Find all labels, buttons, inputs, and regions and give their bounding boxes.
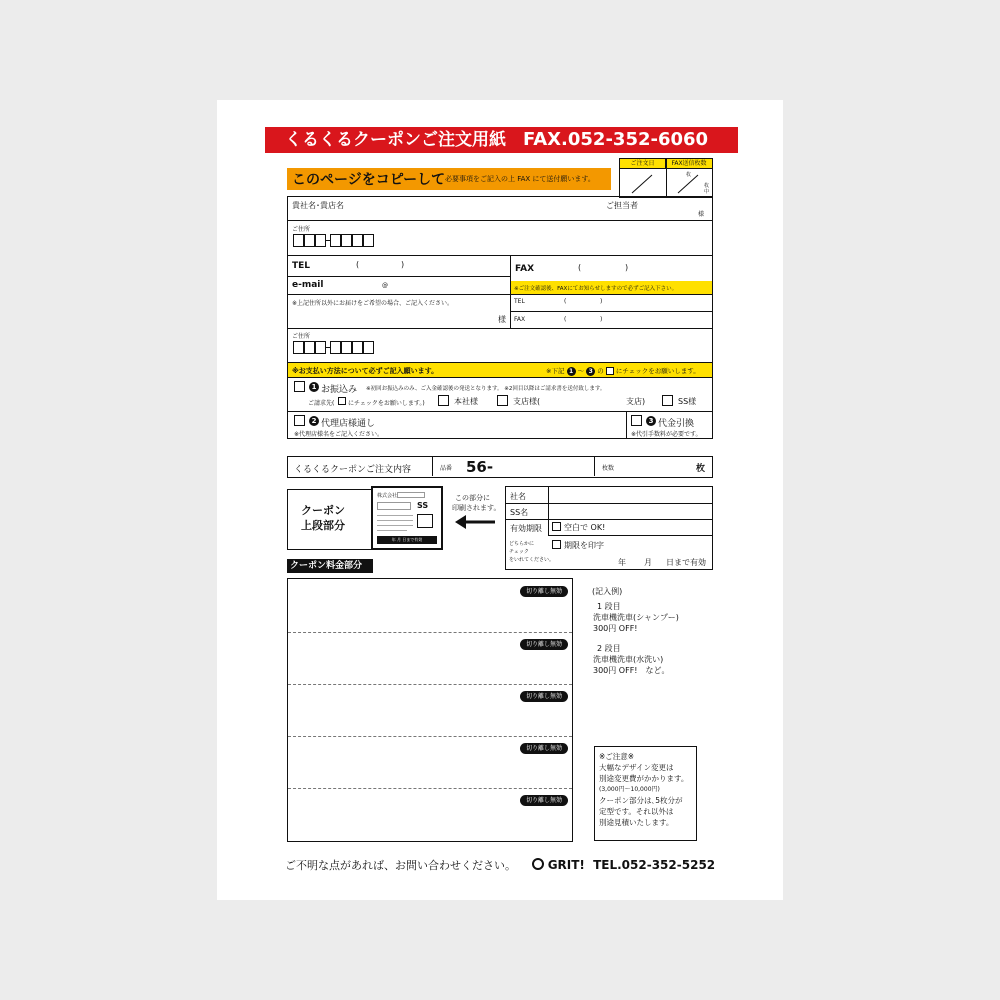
delivery-note: ※上記住所以外にお届けをご希望の場合、ご記入ください。	[292, 300, 454, 307]
shiten-checkbox[interactable]	[497, 395, 508, 406]
printed-note-2: 印刷されます。	[452, 504, 501, 512]
print-expiry-checkbox[interactable]	[552, 540, 561, 549]
no-cut-badge: 切り離し無効	[520, 691, 568, 702]
notice-line: 大幅なデザイン変更は	[599, 763, 674, 772]
fax-paren-right: )	[625, 263, 629, 272]
order-bar	[287, 456, 713, 478]
notice-line: 定型です。それ以外は	[599, 807, 674, 816]
ss-checkbox[interactable]	[662, 395, 673, 406]
fax2-paren-left: (	[564, 316, 567, 323]
payment-note: ※お支払い方法について必ずご記入願います。	[292, 367, 439, 375]
notice-title: ※ご注意※	[599, 752, 635, 761]
month-label: 月	[644, 558, 652, 567]
fax-pages-label: FAX送信枚数	[666, 159, 712, 169]
pay-transfer-note: ※初回お振込みのみ、ご入金確認後の発送となります。 ※2回目以降はご請求書を送付致します。	[366, 386, 606, 392]
item-no-label: 品番	[440, 465, 453, 472]
footer	[285, 857, 715, 873]
email-at: @	[382, 282, 388, 289]
date-box	[619, 158, 713, 198]
count-label: 枚数	[602, 465, 615, 472]
no-cut-badge: 切り離し無効	[520, 586, 568, 597]
pay3-number: 3	[646, 416, 656, 426]
notice-box	[594, 746, 697, 841]
check-instruction: ※下記 1 〜 3 の にチェックをお願いします。	[546, 367, 700, 375]
no-cut-badge: 切り離し無効	[520, 639, 568, 650]
choose-line-2: チェック	[509, 549, 529, 555]
example-row2: 2 段目	[597, 644, 621, 653]
honsha-label: 本社様	[454, 397, 478, 406]
grit-logo-icon	[532, 858, 544, 870]
bill-to-checkbox-hint	[338, 397, 346, 405]
ss-card	[505, 486, 713, 570]
confirm-note: ※ご注文確認後、FAXにてお知らせしますので必ずご記入下さい。	[514, 286, 678, 292]
coupon-top-label-2: 上段部分	[301, 519, 345, 532]
expiry-label: 有効期限	[510, 524, 542, 533]
fax2-paren-right: )	[600, 316, 603, 323]
tel-paren-left: (	[356, 260, 360, 269]
email-label: e-mail	[292, 280, 324, 290]
item-no-value[interactable]: 56-	[466, 458, 494, 476]
grit-logo	[532, 858, 590, 872]
example-row1-a: 洗車機洗車(シャンプー)	[593, 613, 679, 622]
notice-line: クーポン部分は､5枚分が	[599, 796, 683, 805]
pay1-number: 1	[309, 382, 319, 392]
notice-line: 別途変更費がかかります。	[599, 774, 689, 783]
footer-text: ご不明な点があれば、お問い合わせください。	[285, 859, 516, 872]
pay-agent-checkbox[interactable]	[294, 415, 305, 426]
example-row2-b: 300円 OFF! など。	[593, 666, 670, 675]
customer-form	[287, 196, 713, 439]
sama-label: 様	[698, 211, 705, 218]
order-label: くるくるクーポンご注文内容	[294, 465, 412, 475]
tel-label: TEL	[292, 261, 311, 271]
arrow-left-icon	[455, 514, 497, 530]
ss-name-label: SS名	[510, 508, 529, 517]
fax2-label: FAX	[514, 316, 526, 323]
copy-banner-sub: 必要事項をご記入の上 FAX にて送付願います。	[445, 175, 595, 183]
bill-to-label: ご請求先(	[308, 400, 335, 407]
thumb-company: 株式会社	[377, 493, 398, 499]
coupon-price-label: クーポン料金部分	[287, 559, 373, 573]
no-cut-badge: 切り離し無効	[520, 743, 568, 754]
ss-label: SS様	[678, 397, 697, 406]
printed-note-1: この部分に	[455, 494, 490, 502]
example-title: (記入例)	[592, 587, 623, 596]
address-label: ご住所	[292, 226, 311, 233]
fax-label: FAX	[515, 264, 535, 274]
pay-transfer-label: お振込み	[321, 385, 358, 395]
notice-line: (3,000円〜10,000円)	[599, 786, 660, 793]
company-label: 貴社名･貴店名	[292, 201, 344, 210]
tel2-label: TEL	[514, 298, 525, 305]
coupon-top-label-1: クーポン	[301, 504, 345, 517]
copy-banner	[287, 168, 611, 190]
tel2-paren-left: (	[564, 298, 567, 305]
copy-banner-main: このページをコピーして	[292, 172, 446, 188]
valid-until-label: 日まで有効	[666, 558, 706, 567]
choose-line-3: をいれてください。	[509, 557, 555, 563]
grit-brand: GRIT!	[547, 858, 585, 872]
ss-company-label: 社名	[510, 492, 526, 501]
no-cut-badge: 切り離し無効	[520, 795, 568, 806]
pay-transfer-checkbox[interactable]	[294, 381, 305, 392]
example-row1-b: 300円 OFF!	[593, 624, 638, 633]
order-date-label: ご注文日	[620, 159, 666, 169]
fax-paren-left: (	[578, 263, 582, 272]
pay-agent-label: 代理店様通し	[321, 419, 376, 429]
fax-number: FAX.052-352-6060	[523, 129, 709, 150]
honsha-checkbox[interactable]	[438, 395, 449, 406]
pages-unit-top: 枚	[686, 172, 692, 178]
pay-cod-checkbox[interactable]	[631, 415, 642, 426]
print-expiry-label: 期限を印字	[564, 541, 604, 550]
footer-tel: TEL.052-352-5252	[593, 858, 716, 872]
shiten-label: 支店様(	[513, 397, 541, 406]
coupon-thumbnail	[371, 486, 443, 550]
choose-line-1: どちらかに	[509, 541, 535, 547]
coupon-price-area	[287, 578, 573, 842]
bill-to-note: にチェックをお願いします。)	[348, 400, 425, 407]
count-unit: 枚	[696, 464, 706, 474]
pay2-number: 2	[309, 416, 319, 426]
order-date-slash[interactable]	[630, 173, 656, 195]
person-label: ご担当者	[606, 201, 638, 210]
thumb-footer: 年 月 日まで有効	[377, 536, 437, 544]
year-label: 年	[618, 558, 626, 567]
pages-unit-bottom: 枚中	[704, 183, 710, 195]
form-title: くるくるクーポンご注文用紙	[285, 130, 506, 150]
header-bar	[265, 127, 738, 153]
blank-ok-label: 空白で OK!	[564, 523, 606, 532]
sama-label-2: 様	[498, 315, 506, 324]
pay-cod-label: 代金引換	[658, 419, 695, 429]
notice-line: 別途見積いたします。	[599, 818, 674, 827]
thumb-ss: SS	[417, 501, 429, 510]
shiten-close: 支店)	[626, 397, 646, 406]
blank-ok-checkbox[interactable]	[552, 522, 561, 531]
example-row1: 1 段目	[597, 602, 621, 611]
tel2-paren-right: )	[600, 298, 603, 305]
example-text	[592, 586, 679, 676]
pay-agent-note: ※代理店様名をご記入ください。	[294, 431, 384, 438]
address2-label: ご住所	[292, 333, 311, 340]
example-row2-a: 洗車機洗車(水洗い)	[593, 655, 664, 664]
pay-cod-note: ※代引手数料が必要です。	[631, 431, 702, 438]
tel-paren-right: )	[401, 260, 405, 269]
